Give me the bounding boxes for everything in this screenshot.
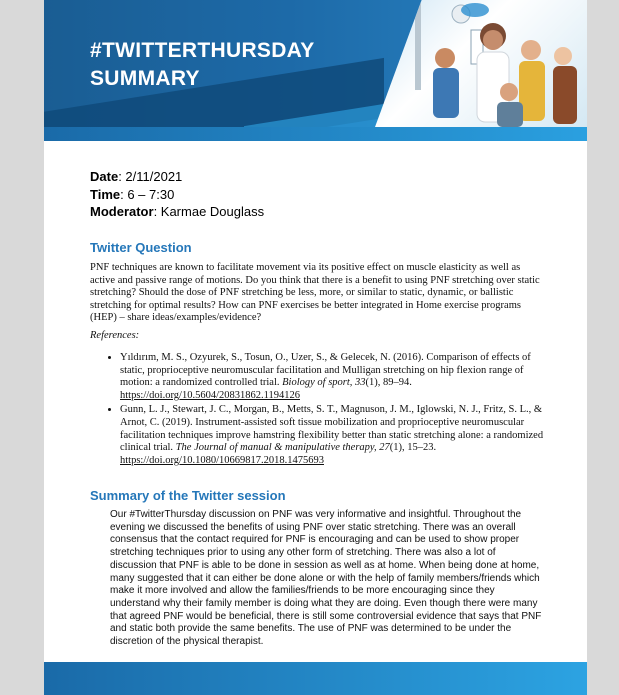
moderator-line — [90, 203, 264, 221]
summary-heading: Summary of the Twitter session — [90, 488, 286, 503]
reference-doi-link[interactable]: https://doi.org/10.5604/20831862.1194126 — [120, 389, 300, 401]
date-value: : 2/11/2021 — [118, 169, 183, 184]
reference-volume: , 27 — [374, 442, 390, 454]
references-list — [104, 352, 558, 469]
reference-text: Gunn, L. J., Stewart, J. C., Morgan, B., Metts, S. T., Magnuson, J. M., Iglowski, N. J., Fritz, S. L., & Arnot, C. (2019). Instrument-assisted soft tissue mobilization and proprioceptive neuromuscular facilitation techniques improve hamstring flexibility better than static stretching alone: a randomized clinical trial. — [120, 404, 544, 454]
meeting-details — [90, 168, 264, 221]
moderator-label: Moderator — [90, 204, 154, 219]
date-label: Date — [90, 169, 119, 184]
footer-accent-bar — [44, 662, 587, 695]
reference-item — [120, 404, 558, 467]
reference-pages: (1), 15–23. — [389, 442, 437, 454]
reference-item — [120, 352, 558, 402]
reference-text: Yıldırım, M. S., Ozyurek, S., Tosun, O., Uzer, S., & Gelecek, N. (2016). Comparison of effects of static, proprioceptive neuromuscular facilitation and Mulligan stretching on hip flexion range of motion: a randomized controlled trial. — [120, 352, 531, 389]
time-label: Time — [90, 186, 121, 202]
reference-journal: The Journal of manual & manipulative therapy — [175, 442, 375, 454]
references-label: References: — [90, 330, 140, 341]
reference-volume: , 33 — [349, 377, 366, 389]
document-page — [44, 0, 587, 695]
time-line — [90, 186, 264, 204]
banner-photo — [375, 0, 587, 127]
twitter-question-heading: Twitter Question — [90, 240, 192, 255]
banner-title — [90, 37, 315, 93]
banner-title-line2: SUMMARY — [90, 67, 200, 90]
header-accent-bar — [44, 127, 587, 141]
reference-pages: (1), 89–94. — [365, 377, 412, 389]
time-value: : 6 – 7:30 — [120, 186, 175, 202]
banner-title-line1: #TWITTERTHURSDAY — [90, 39, 315, 62]
date-line — [90, 168, 264, 186]
summary-body: Our #TwitterThursday discussion on PNF was very informative and insightful. Throughout the evening we discussed the benefits of using PNF over static stretching. There was an overall consensus that the contact required for PNF is encouraging and can be used to show proper stretching techniques prior to using any other form of stretching. There was also a lot of discussion that PNF is able to be done in session as well as at home. When being done at home, many suggested that it can either be done alone or with the help of family members/friends which make it more involved and allow the families/friends to be more encouraging since they understand why their family member is doing what they are doing. Even though there were many that agreed PNF would be beneficial, there is still some controversial evidence that says that PNF and static both provide the same benefits. The use of PNF was determined to be under the discretion of the physical therapist. — [110, 509, 542, 648]
moderator-value: : Karmae Douglass — [153, 204, 265, 219]
classroom-photo-illustration — [375, 0, 587, 127]
reference-journal: Biology of sport — [282, 377, 350, 389]
twitter-question-body: PNF techniques are known to facilitate movement via its positive effect on muscle elasticity as well as active and passive range of motions. Do you think that there is a benefit to using PNF stretching over static stretching? Should the dose of PNF stretching be less, more, or similar to static, dynamic, or ballistic stretching for optimal results? How can PNF exercises be better integrated in Home exercise programs (HEP) – share ideas/examples/evidence? — [90, 262, 540, 324]
header-banner — [44, 0, 587, 127]
reference-doi-link[interactable]: https://doi.org/10.1080/10669817.2018.1475693 — [120, 454, 324, 466]
